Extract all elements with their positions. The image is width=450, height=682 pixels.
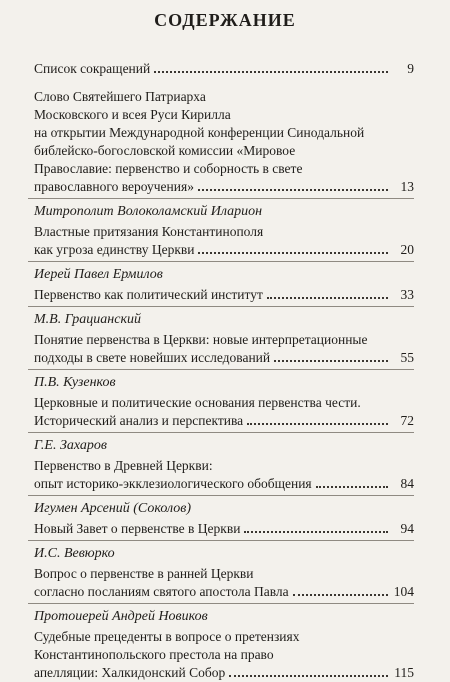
toc-entry-line: апелляции: Халкидонский Собор [34,665,226,680]
toc-entry [34,394,414,430]
toc-entry-line: Православие: первенство и соборность в свете [34,161,303,176]
toc-entry-line: Понятие первенства в Церкви: новые интерпретационные [34,332,368,347]
toc-entry [34,520,414,538]
page-number: 13 [400,179,414,194]
dot-leader [267,297,388,299]
toc-author: М.В. Грацианский [34,312,141,327]
toc-author: И.С. Вевюрко [34,546,115,561]
toc-entry-line: Властные притязания Константинополя [34,224,264,239]
toc-entry [34,60,414,78]
page-number: 94 [400,521,414,536]
toc-entry [34,331,414,367]
toc-entry-line: подходы в свете новейших исследований [34,350,271,365]
page-number: 72 [400,413,414,428]
dot-leader [316,486,388,488]
toc-entry-line: православного вероучения» [34,179,194,194]
section-divider [28,261,414,262]
toc-entry [34,565,414,601]
toc-author: П.В. Кузенков [34,375,116,390]
toc-entry-line: Вопрос о первенстве в ранней Церкви [34,566,254,581]
toc-author: Г.Е. Захаров [34,438,108,453]
toc-entry-line: Список сокращений [34,61,151,76]
toc-entry-line: Московского и всея Руси Кирилла [34,107,231,122]
toc-entry [34,88,414,196]
toc-entry [34,223,414,259]
page-number: 55 [400,350,414,365]
toc-entry [34,457,414,493]
toc-entry [34,628,414,682]
section-divider [28,603,414,604]
toc-entry-line: на открытии Международной конференции Синодальной [34,125,365,140]
toc-author: Игумен Арсений (Соколов) [34,501,192,516]
dot-leader [293,594,388,596]
toc-author: Митрополит Волоколамский Иларион [34,204,263,219]
toc-entry-line: Новый Завет о первенстве в Церкви [34,521,241,536]
page-number: 115 [394,665,414,680]
page-number: 33 [400,287,414,302]
toc-author: Протоиерей Андрей Новиков [34,609,208,624]
toc-entry-line: Исторический анализ и перспектива [34,413,244,428]
toc-heading: СОДЕРЖАНИЕ [154,10,296,30]
table-of-contents [34,60,414,682]
section-divider [28,306,414,307]
toc-entry-line: опыт историко-экклезиологического обобщения [34,476,312,491]
page-number: 104 [393,584,414,599]
toc-entry-line: как угроза единству Церкви [34,242,195,257]
toc-entry-line: Первенство как политический институт [34,287,263,302]
section-divider [28,198,414,199]
toc-entry-line: Константинопольского престола на право [34,647,274,662]
dot-leader [244,531,388,533]
dot-leader [198,189,388,191]
toc-entry-line: Первенство в Древней Церкви: [34,458,213,473]
toc-author: Иерей Павел Ермилов [34,267,163,282]
toc-entry-line: Слово Святейшего Патриарха [34,89,206,104]
section-divider [28,495,414,496]
toc-entry [34,286,414,304]
page-number: 20 [400,242,414,257]
dot-leader [274,360,388,362]
page-number: 9 [407,61,414,76]
toc-entry-line: Судебные прецеденты в вопросе о претензиях [34,629,300,644]
dot-leader [229,675,388,677]
toc-entry-line: согласно посланиям святого апостола Павла [34,584,289,599]
dot-leader [198,252,388,254]
section-divider [28,369,414,370]
section-divider [28,432,414,433]
section-divider [28,540,414,541]
dot-leader [154,71,388,73]
toc-entry-line: библейско-богословской комиссии «Мировое [34,143,296,158]
dot-leader [247,423,388,425]
page-number: 84 [400,476,414,491]
toc-entry-line: Церковные и политические основания первенства чести. [34,395,361,410]
